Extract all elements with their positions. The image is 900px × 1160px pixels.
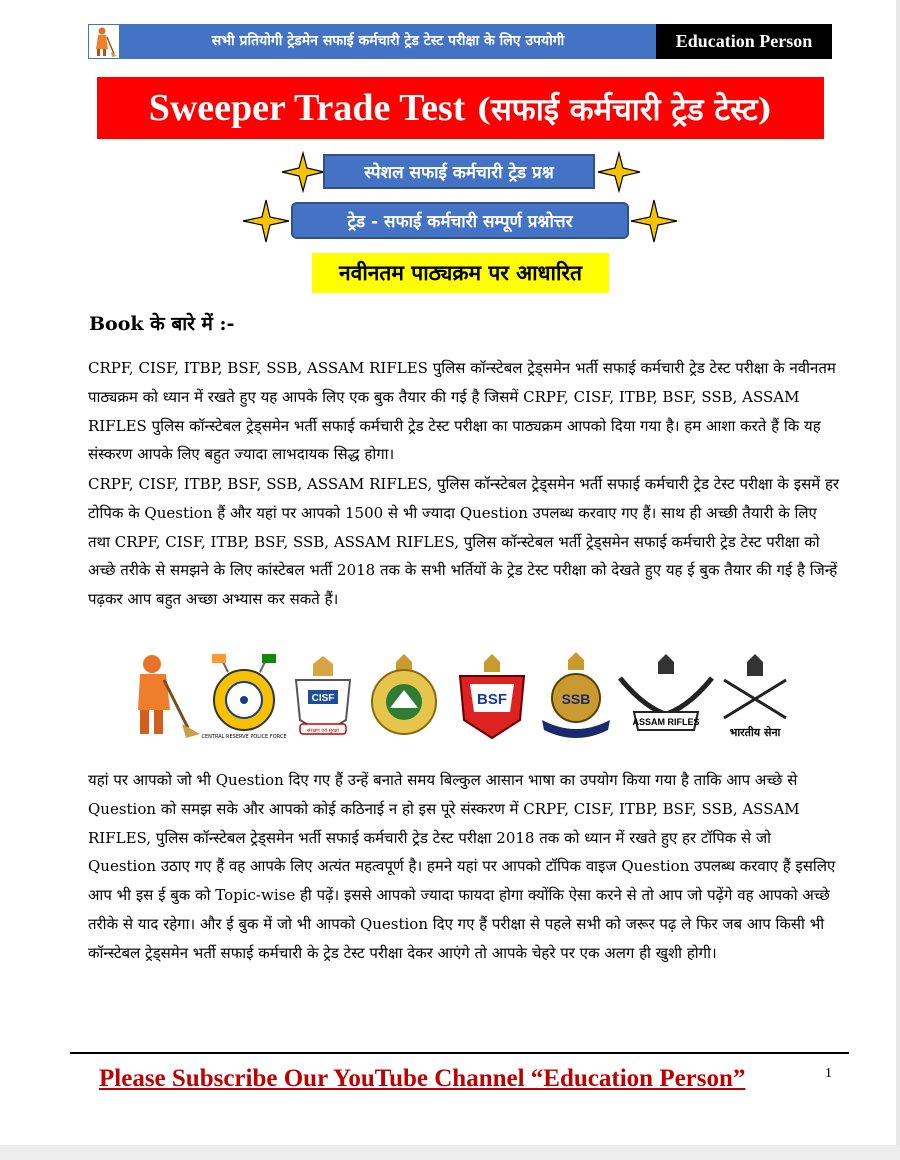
page-edge-right: [896, 0, 900, 1160]
syllabus-highlight: नवीनतम पाठ्यक्रम पर आधारित: [312, 253, 609, 293]
about-heading: Book के बारे में :-: [89, 313, 235, 335]
paragraph-intro: [88, 354, 840, 469]
cisf-text: CISF: [311, 693, 335, 704]
cisf-motto: संरक्षण एवं सुरक्षा: [307, 728, 339, 734]
cisf-logo: [288, 650, 358, 742]
sweeper-illustration: [130, 650, 200, 738]
subtitle-special: स्पेशल सफाई कर्मचारी ट्रेड प्रश्न: [323, 154, 595, 189]
page-number: 1: [825, 1066, 832, 1081]
title-hindi: (सफाई कर्मचारी ट्रेड टेस्ट): [476, 92, 773, 128]
ssb-logo: [538, 650, 614, 742]
subscribe-link[interactable]: Please Subscribe Our YouTube Channel “Education Person”: [99, 1065, 746, 1092]
paragraph-text: CRPF, CISF, ITBP, BSF, SSB, ASSAM RIFLES पुलिस कॉन्स्टेबल ट्रेड्समेन भर्ती सफाई कर्मचारी ट्रेड टेस्ट परीक्षा के नवीनतम पाठ्यक्रम को ध्यान में रखते हुए यह आपके लिए एक बुक तैयार की गई है जिसमें CRPF, CISF, ITBP, BSF, SSB, ASSAM RIFLES पुलिस कॉन्स्टेबल ट्रेड्समेन भर्ती सफाई कर्मचारी ट्रेड टेस्ट परीक्षा का पाठ्यक्रम आपको दिया गया है। हम आशा करते हैं कि यह संस्करण आपके लिए बहुत ज्यादा लाभदायक सिद्ध होगा।: [88, 359, 836, 464]
paragraph-text: यहां पर आपको जो भी Question दिए गए हैं उन्हें बनाते समय बिल्कुल आसान भाषा का उपयोग किया गया है ताकि आप अच्छे से Question को समझ सके और आपको कोई कठिनाई न हो इस पूरे संस्करण में CRPF, CISF, ITBP, BSF, SSB, ASSAM RIFLES, पुलिस कॉन्स्टेबल ट्रेड्समेन भर्ती सफाई कर्मचारी ट्रेड टेस्ट परीक्षा 2018 तक को ध्यान में रखते हुए हर टॉपिक से जो Question उठाए गए हैं वह आपके लिए अत्यंत महत्वपूर्ण है। हमने यहां पर आपको टॉपिक वाइज Question उपलब्ध करवाए हैं इसलिए आप भी इस ई बुक को Topic-wise ही पढ़ें। इससे आपको ज्यादा फायदा होगा क्योंकि ऐसा करने से तो आप जो पढ़ेंगे वह आपको अच्छे तरीके से याद रहेगा। और ई बुक में जो भी आपको Question दिए गए हैं परीक्षा से पहले सभी को जरूर पढ़ ले फिर जब आप किसी भी कॉन्स्टेबल ट्रेड्समेन भर्ती सफाई कर्मचारी के ट्रेड टेस्ट परीक्षा देकर आएंगे तो आपके चेहरे पर एक अलग ही खुशी होगी।: [88, 771, 836, 962]
force-logos-row: [130, 650, 790, 745]
star-icon: [282, 153, 324, 191]
header-tagline: सभी प्रतियोगी ट्रेडमेन सफाई कर्मचारी ट्रेड टेस्ट परीक्षा के लिए उपयोगी: [211, 33, 565, 49]
page-edge-bottom: [0, 1145, 900, 1160]
brand-label: Education Person: [656, 24, 832, 59]
sweeper-icon: [88, 24, 120, 59]
bsf-logo: [454, 650, 530, 742]
ssb-text: SSB: [561, 691, 591, 707]
paragraph-usage: [88, 766, 840, 968]
assam-rifles-logo: [616, 650, 716, 742]
crpf-caption: CENTRAL RESERVE POLICE FORCE: [201, 734, 287, 740]
subtitle-complete: ट्रेड - सफाई कर्मचारी सम्पूर्ण प्रश्नोत्तर: [291, 202, 629, 239]
indian-army-logo: [718, 650, 792, 742]
star-icon: [631, 200, 677, 242]
itbp-logo: [366, 650, 442, 742]
star-icon: [598, 153, 640, 191]
bsf-text: BSF: [477, 691, 507, 708]
footer-divider: [70, 1052, 849, 1054]
army-text: भारतीय सेना: [729, 726, 781, 739]
crpf-logo: [201, 650, 287, 742]
title-english: Sweeper Trade Test: [148, 87, 466, 129]
paragraph-questions: [88, 470, 840, 614]
paragraph-text: CRPF, CISF, ITBP, BSF, SSB, ASSAM RIFLES, पुलिस कॉन्स्टेबल ट्रेड्समेन भर्ती सफाई कर्मचारी ट्रेड टेस्ट परीक्षा के इसमें हर टोपिक के Question हैं और यहां पर आपको 1500 से भी ज्यादा Question उपलब्ध करवाए गए हैं। साथ ही अच्छी तैयारी के लिए तथा CRPF, CISF, ITBP, BSF, SSB, ASSAM RIFLES, पुलिस कॉन्स्टेबल भर्ती ट्रेड्समेन सफाई कर्मचारी ट्रेड टेस्ट परीक्षा को अच्छे तरीके से समझने के लिए कांस्टेबल भर्ती 2018 तक के सभी भर्तियों के ट्रेड टेस्ट परीक्षा को देखते हुए यह ई बुक तैयार की गई है जिन्हें पढ़कर आप बहुत अच्छा अभ्यास कर सकते हैं।: [88, 475, 840, 609]
star-icon: [243, 200, 289, 242]
page-title: [97, 77, 824, 139]
assam-rifles-text: ASSAM RIFLES: [632, 717, 700, 727]
